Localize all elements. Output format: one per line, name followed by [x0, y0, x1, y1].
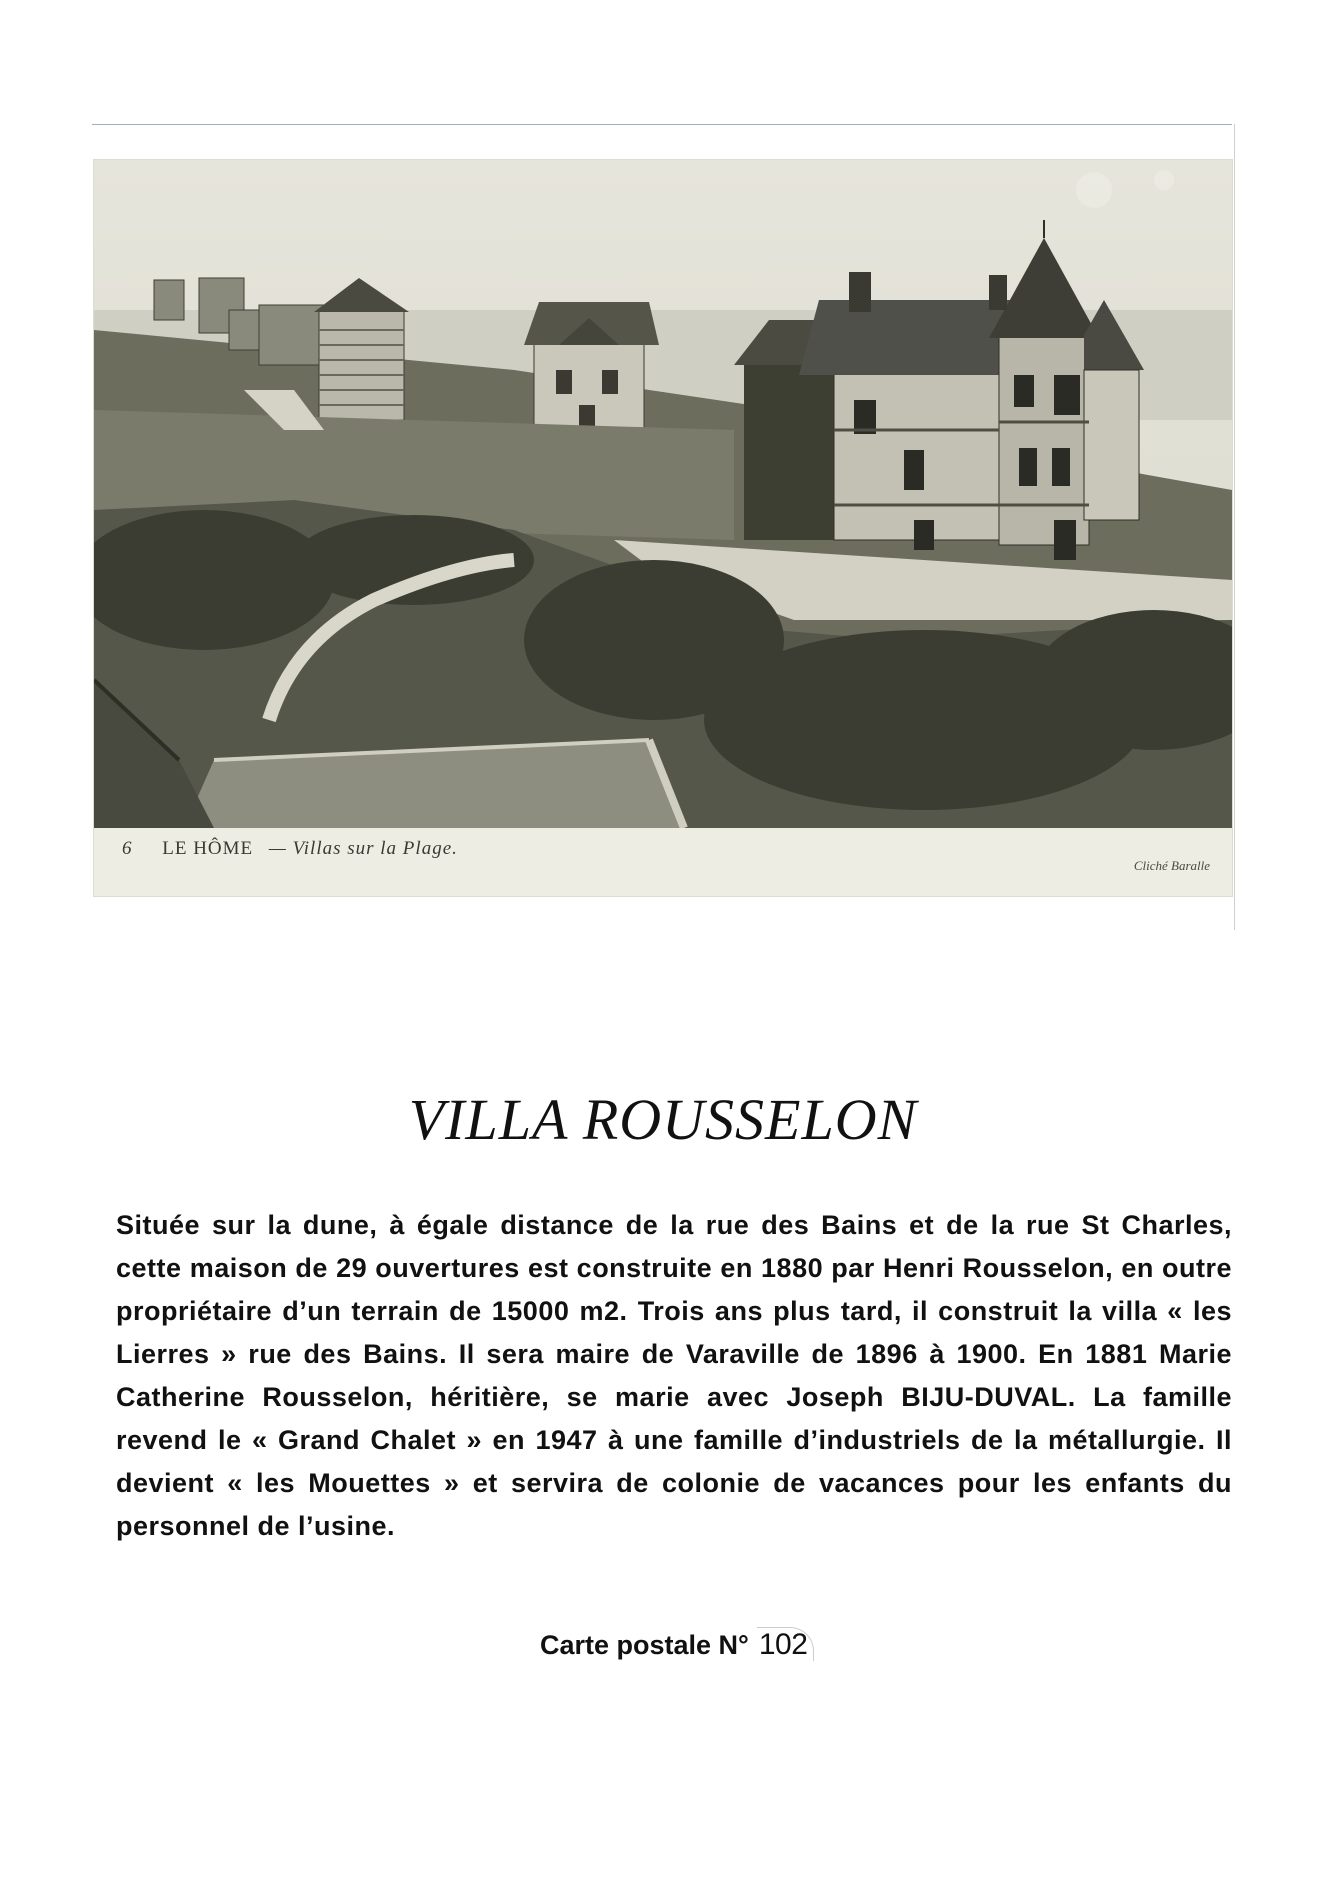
page-title: VILLA ROUSSELON: [408, 1087, 918, 1152]
postcard: [94, 160, 1232, 896]
card-reference-label: Carte postale N°: [540, 1630, 749, 1660]
card-reference-number: 102: [757, 1627, 815, 1661]
top-rule: [92, 124, 1232, 125]
postcard-credit: Cliché Baralle: [1133, 858, 1210, 873]
right-edge-line: [1234, 124, 1235, 930]
postcard-place: LE HÔME: [162, 838, 254, 859]
postcard-photo: [94, 160, 1232, 828]
postcard-caption: [122, 838, 458, 860]
postcard-subtitle: Villas sur la Plage.: [292, 838, 458, 859]
postcard-dash: —: [268, 838, 287, 859]
body-paragraph: Située sur la dune, à égale distance de la rue des Bains et de la rue St Charles, cette maison de 29 ouvertures est construite en 1880 par Henri Rousselon, en outre propriétaire d’un terrain de 15000 m2. Trois ans plus tard, il construit la villa « les Lierres » rue des Bains. Il sera maire de Varaville de 1896 à 1900. En 1881 Marie Catherine Rousselon, héritière, se marie avec Joseph BIJU-DUVAL. La famille revend le « Grand Chalet » en 1947 à une famille d’industriels de la métallurgie. Il devient « les Mouettes » et servira de colonie de vacances pour les enfants du personnel de l’usine.: [116, 1210, 1232, 1541]
postcard-number: 6: [122, 838, 133, 859]
card-reference: [540, 1628, 814, 1662]
